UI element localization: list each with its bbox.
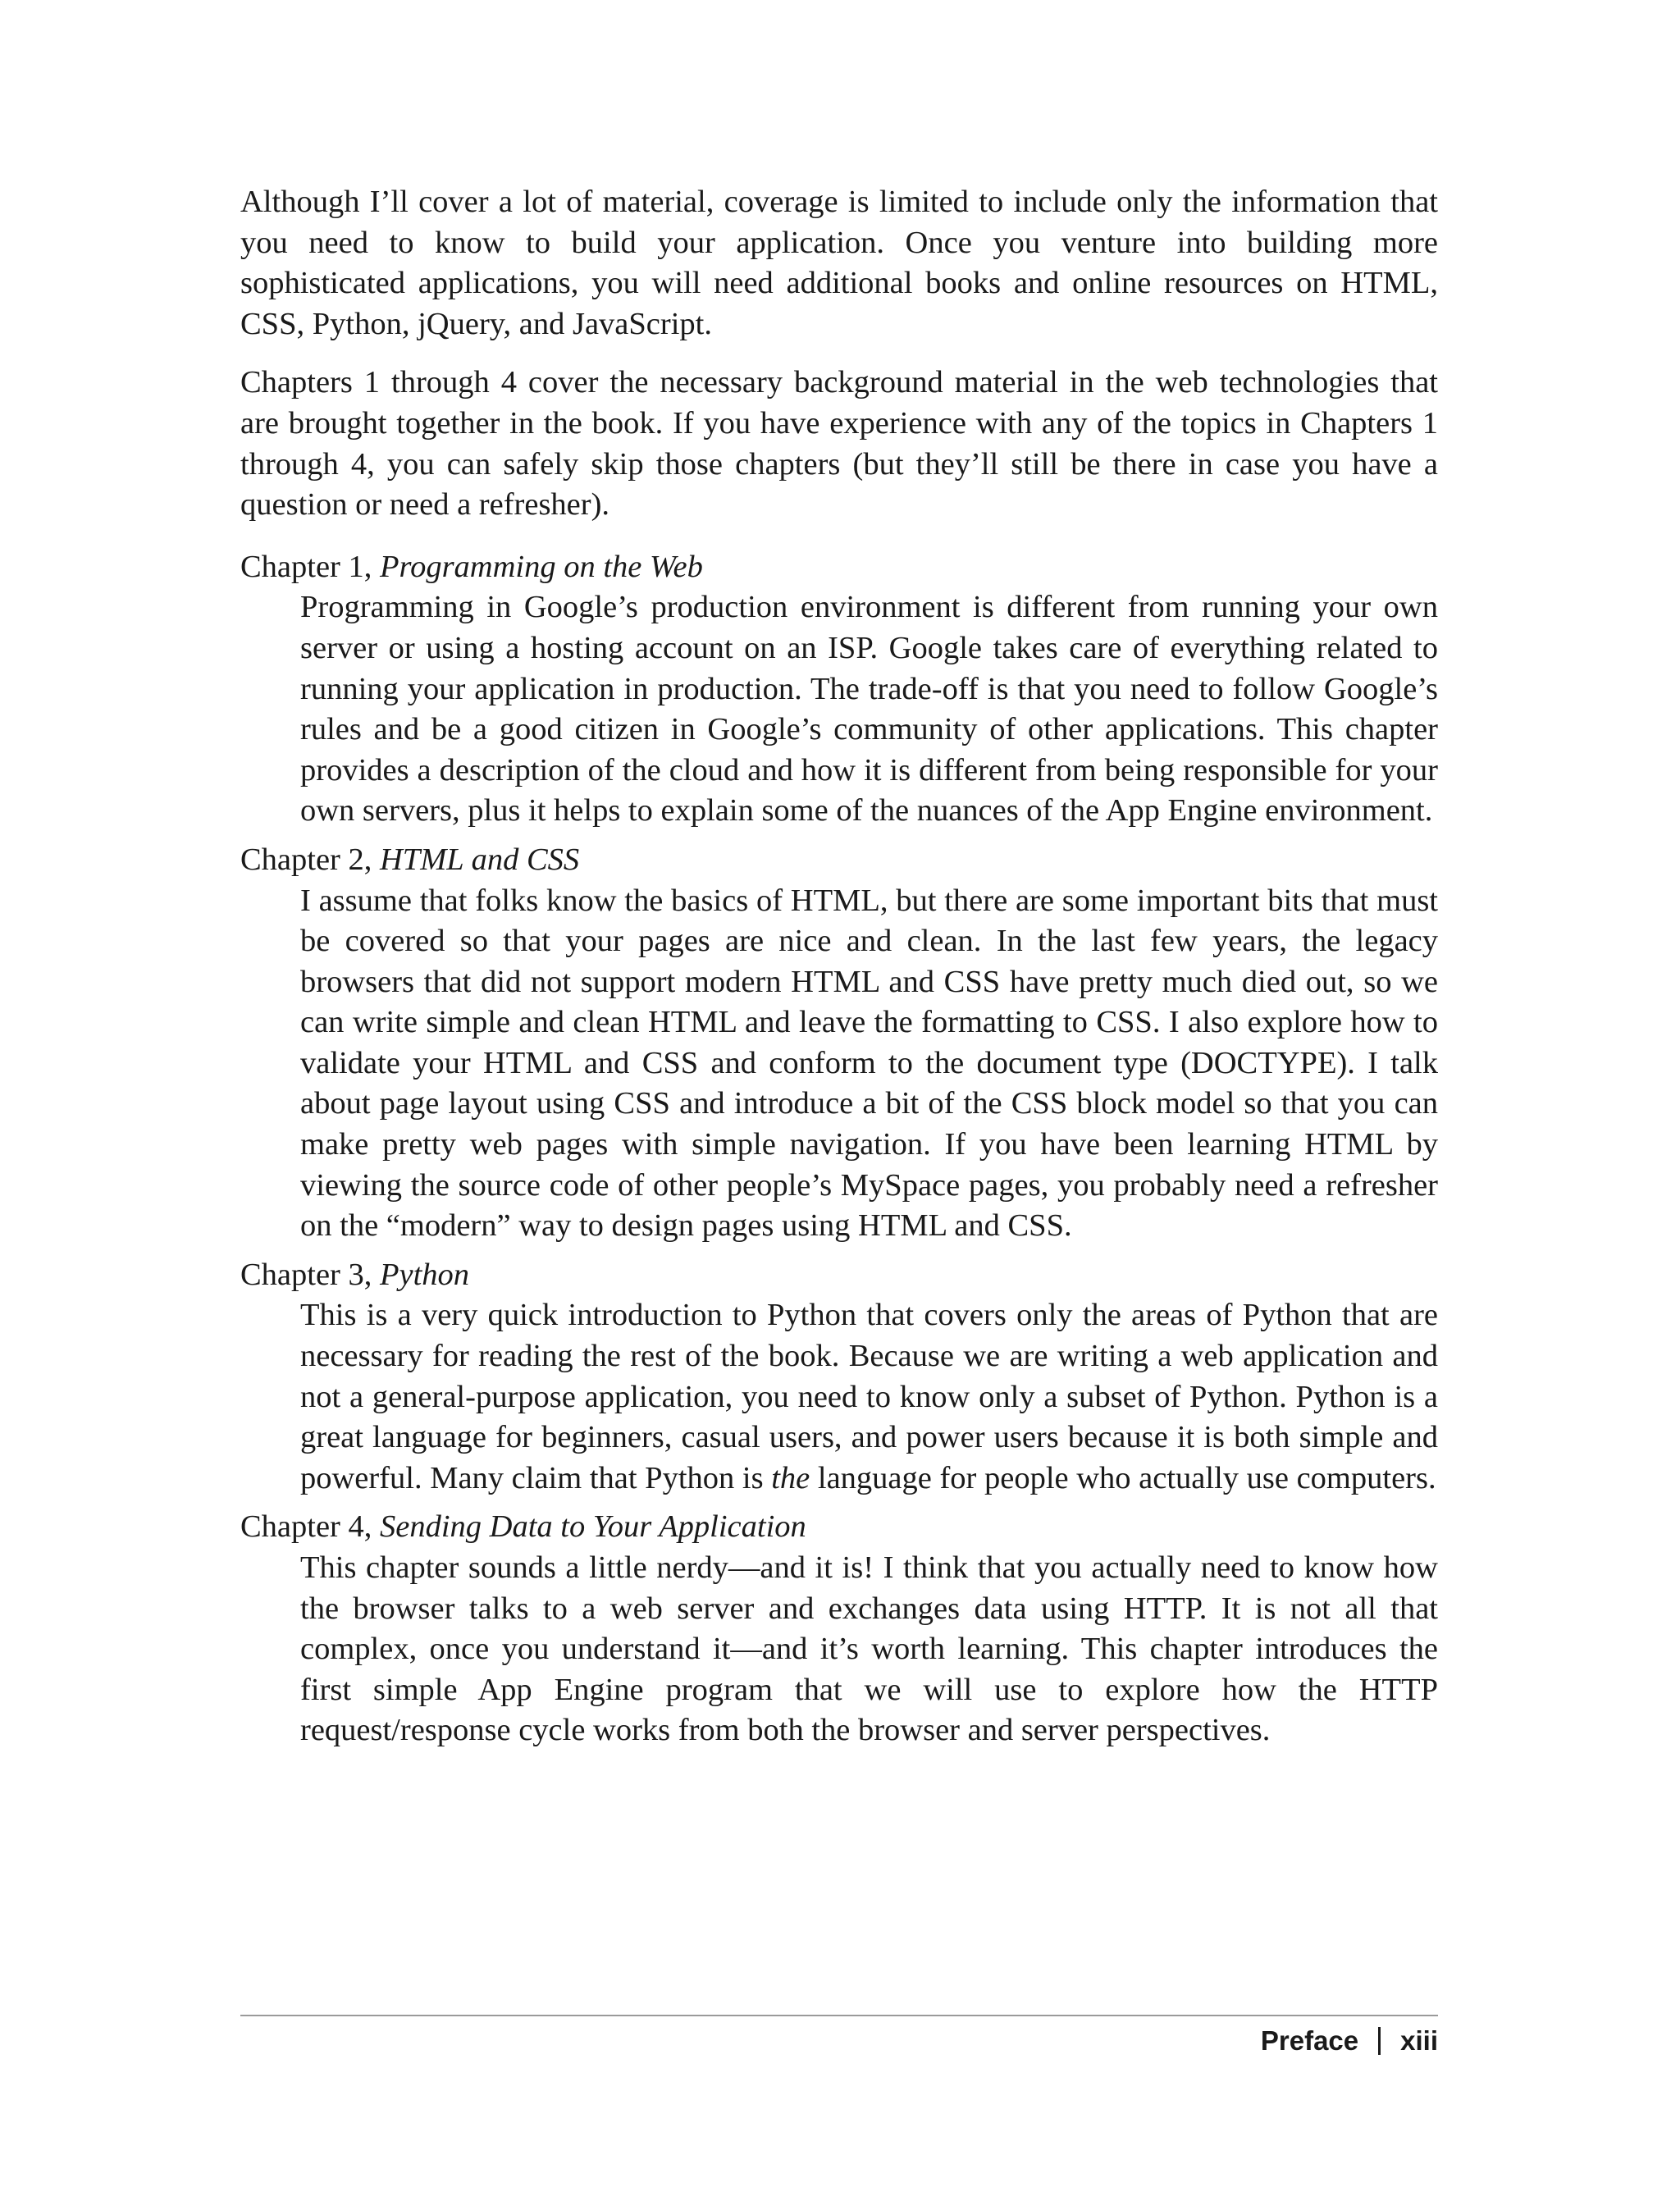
intro-paragraph-2: Chapters 1 through 4 cover the necessary background material in the web technologies that are brought together in the book. If you have experience with any of the topics in Chapters 1 through 4, you can safely skip those chapters (but they’ll still be there in case you have a question or need a refresher). — [240, 365, 1438, 523]
chapter-description: Programming in Google’s production environment is different from running your own server or using a hosting account on an ISP. Google takes care of everything related to running your application in production. The trade-off is that you need to follow Google’s rules and be a good citizen in Google’s community of other applications. This chapter provides a description of the cloud and how it is different from being responsible for your own servers, plus it helps to explain some of the nuances of the App Engine environment. — [300, 590, 1438, 829]
chapter-title: Python — [380, 1257, 470, 1292]
chapter-description — [300, 1295, 1438, 1499]
chapter-description-text: language for people who actually use computers. — [810, 1460, 1436, 1495]
page-content — [240, 182, 1438, 1760]
chapter-description-text: This is a very quick introduction to Python that covers only the areas of Python that are necessary for reading the rest of the book. Because we are writing a web application and not a general-purpose application, you need to know only a subset of Python. Python is a great language for beginners, casual users, and power users because it is both simple and powerful. Many claim that Python is — [300, 1298, 1438, 1495]
footer-page-number: xiii — [1400, 2025, 1438, 2056]
page-footer — [1261, 2025, 1438, 2057]
chapter-description: This chapter sounds a little nerdy—and it is! I think that you actually need to know how the browser talks to a web server and exchanges data using HTTP. It is not all that complex, once you understand it—and it’s worth learning. This chapter introduces the first simple App Engine program that we will use to explore how the HTTP request/response cycle works from both the browser and server perspectives. — [300, 1550, 1438, 1748]
chapter-title: HTML and CSS — [380, 842, 580, 877]
chapter-entry-1 — [240, 547, 1438, 832]
chapter-entry-4 — [240, 1507, 1438, 1751]
chapter-prefix: Chapter 2, — [240, 842, 380, 877]
chapter-entry-3 — [240, 1255, 1438, 1500]
chapter-term — [240, 1507, 1438, 1548]
chapter-prefix: Chapter 3, — [240, 1257, 380, 1292]
chapter-title: Sending Data to Your Application — [380, 1509, 806, 1545]
chapter-entry-2 — [240, 840, 1438, 1247]
chapter-term — [240, 1255, 1438, 1296]
chapter-description: I assume that folks know the basics of HTML, but there are some important bits that must be covered so that your pages are nice and clean. In the last few years, the legacy browsers that did not support modern HTML and CSS have pretty much died out, so we can write simple and clean HTML and leave the formatting to CSS. I also explore how to validate your HTML and CSS and conform to the document type (DOCTYPE). I talk about page layout using CSS and introduce a bit of the CSS block model so that you can make pretty web pages with simple navigation. If you have been learning HTML by viewing the source code of other people’s MySpace pages, you probably need a refresher on the “modern” way to design pages using HTML and CSS. — [300, 883, 1438, 1244]
chapter-prefix: Chapter 1, — [240, 549, 380, 584]
footer-section-label: Preface — [1260, 2025, 1359, 2056]
chapter-term — [240, 547, 1438, 588]
chapter-prefix: Chapter 4, — [240, 1509, 380, 1545]
footer-rule — [240, 2015, 1438, 2016]
footer-separator — [1378, 2027, 1381, 2055]
chapter-title: Programming on the Web — [380, 549, 703, 584]
chapter-term — [240, 840, 1438, 881]
chapter-description-emphasis: the — [771, 1460, 810, 1495]
intro-paragraph-1: Although I’ll cover a lot of material, coverage is limited to include only the information that you need to know to build your application. Once you venture into building more sophisticated applications, you will need additional books and online resources on HTML, CSS, Python, jQuery, and JavaScript. — [240, 185, 1438, 341]
chapter-list — [240, 547, 1438, 1751]
